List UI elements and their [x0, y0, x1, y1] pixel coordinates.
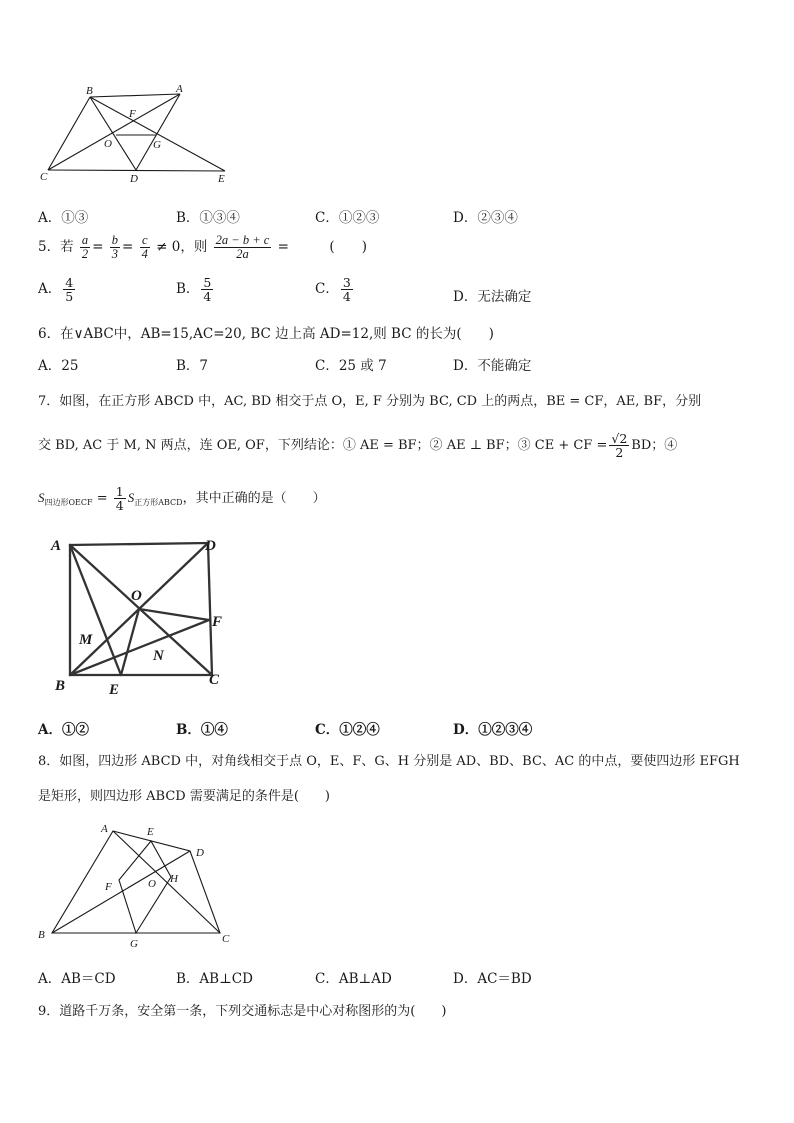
q5-option-a[interactable] [38, 276, 77, 303]
fig7-label-B: B [55, 678, 66, 694]
q6-option-d[interactable]: D．不能确定 [453, 358, 532, 374]
fig8-label-D: D [196, 847, 204, 859]
q7-line2-den: 2 [615, 445, 624, 461]
q8-line1: 8．如图，四边形 ABCD 中，对角线相交于点 O，E、F、G、H 分别是 AD、BD、BC、AC 的中点，要使四边形 EFGH [38, 754, 740, 769]
q7-line3 [38, 485, 326, 512]
q5-option-d[interactable]: D．无法确定 [453, 289, 532, 305]
q5-option-b[interactable] [176, 276, 215, 303]
q7-line2-a: 交 BD, AC 于 M, N 两点，连 OE, OF，下列结论：① AE = BF；② AE ⊥ BF；③ CE + CF = [38, 438, 608, 454]
q5-opt-a-den: 5 [65, 289, 74, 305]
fig8-label-O: O [148, 878, 156, 890]
q5-expr-den: 2a [236, 247, 249, 262]
q5-opt-b-num: 5 [203, 275, 212, 290]
q5-opt-b-den: 4 [203, 289, 212, 305]
q7-eq: = [96, 491, 108, 507]
q7-s2: S [127, 490, 135, 506]
q5-option-c[interactable] [315, 276, 355, 303]
q7-line2-num: √2 [611, 431, 628, 446]
q5-opt-b-label: B． [176, 281, 200, 298]
fig4-label-F: F [129, 108, 136, 120]
q7-line3-num: 1 [115, 484, 124, 499]
q7-sub2: 正方形ABCD [134, 498, 183, 508]
figure-q7 [45, 530, 245, 700]
q5-frac1 [80, 234, 90, 261]
q6-option-b[interactable]: B．7 [176, 358, 209, 374]
q7-tail: ，其中正确的是（ ） [182, 491, 326, 507]
q8-option-c[interactable]: C．AB⊥AD [315, 971, 392, 987]
q5-frac3 [140, 234, 150, 261]
q5-frac3-den: 4 [141, 247, 148, 262]
q8-line2: 是矩形，则四边形 ABCD 需要满足的条件是( ) [38, 789, 330, 804]
q5-opt-a-frac [63, 276, 75, 303]
q5-frac2 [110, 234, 120, 261]
q4-option-c[interactable]: C．①②③ [315, 210, 380, 226]
q8-option-d[interactable]: D．AC＝BD [453, 971, 532, 987]
q5-number: 5．若 [38, 239, 74, 256]
fig7-label-D: D [205, 538, 216, 554]
q5-opt-c-den: 4 [342, 289, 351, 305]
q5-frac2-den: 3 [111, 247, 118, 262]
q5-opt-c-label: C． [315, 281, 339, 298]
fig7-label-M: M [79, 632, 93, 648]
q6-question: 6．在∨ABC中，AB=15,AC=20, BC 边上高 AD=12,则 BC 的长为( ) [38, 326, 494, 342]
q5-opt-c-frac [341, 276, 353, 303]
q8-option-a[interactable]: A．AB＝CD [38, 971, 116, 987]
fig4-label-B: B [86, 85, 93, 97]
q7-line3-den: 4 [115, 498, 124, 514]
fig4-label-A: A [176, 83, 183, 95]
fig7-label-O: O [131, 588, 142, 604]
fig4-label-E: E [218, 173, 225, 185]
q5-frac2-num: b [111, 233, 118, 247]
q5-opt-b-frac [201, 276, 213, 303]
q7-option-c[interactable]: C．①②④ [315, 722, 380, 738]
q5-then: ，则 [180, 239, 208, 256]
q5-frac1-den: 2 [81, 247, 89, 262]
fig8-label-F: F [105, 881, 112, 893]
fig7-label-E: E [109, 682, 120, 698]
q5-neq: ≠ 0 [156, 239, 181, 256]
fig4-label-O: O [104, 138, 112, 150]
fig8-label-G: G [130, 938, 138, 950]
q9-question: 9．道路千万条，安全第一条，下列交通标志是中心对称图形的为( ) [38, 1004, 447, 1019]
fig8-label-A: A [101, 823, 108, 835]
q7-line2 [38, 432, 677, 459]
q5-frac1-num: a [81, 233, 89, 247]
fig8-label-H: H [170, 873, 178, 885]
q6-option-a[interactable]: A．25 [38, 358, 79, 374]
q7-sub1: 四边形OECF [44, 498, 93, 508]
q7-option-b[interactable]: B．①④ [176, 722, 228, 738]
q4-option-d[interactable]: D．②③④ [453, 210, 518, 226]
figure-q4 [30, 80, 240, 190]
q4-option-b[interactable]: B．①③④ [176, 210, 240, 226]
q5-opt-a-num: 4 [65, 275, 74, 290]
fig8-label-C: C [222, 933, 230, 945]
q4-option-a[interactable]: A．①③ [38, 210, 89, 226]
q5-eq-paren: = ( ) [277, 239, 367, 256]
q7-option-d[interactable]: D．①②③④ [453, 722, 533, 738]
q5-frac3-num: c [141, 233, 148, 247]
q7-line1: 7．如图，在正方形 ABCD 中，AC, BD 相交于点 O，E, F 分别为 BC, CD 上的两点，BE = CF，AE, BF，分别 [38, 394, 702, 409]
q7-option-a[interactable]: A．①② [38, 722, 89, 738]
q7-s1: S [38, 490, 45, 506]
fig8-label-B: B [38, 929, 45, 941]
q6-option-c[interactable]: C．25 或 7 [315, 358, 387, 374]
fig8-label-E: E [147, 826, 154, 838]
q7-line2-b: BD；④ [631, 438, 678, 454]
figure-q8 [30, 818, 250, 953]
fig7-label-N: N [153, 648, 164, 664]
q8-option-b[interactable]: B．AB⊥CD [176, 971, 253, 987]
fig7-label-A: A [51, 538, 62, 554]
fig7-label-C: C [209, 672, 220, 688]
q7-line3-frac [114, 485, 126, 512]
q5-expression [214, 234, 272, 261]
q7-line2-frac [609, 432, 629, 459]
fig4-label-C: C [40, 171, 48, 183]
q5-question: 5．若 $\frac{a}{2}$ = $\frac{b}{3}$ = $\frac{c}{4}$ ≠ 0，则 $\frac{2a - b + c}{2a}$ = ( ) [38, 233, 367, 262]
fig4-label-D: D [130, 173, 138, 185]
q5-opt-c-num: 3 [342, 275, 351, 290]
q5-expr-num: 2a − b + c [215, 233, 270, 247]
q5-opt-a-label: A． [38, 281, 62, 298]
fig7-label-F: F [212, 614, 223, 630]
fig4-label-G: G [153, 139, 161, 151]
